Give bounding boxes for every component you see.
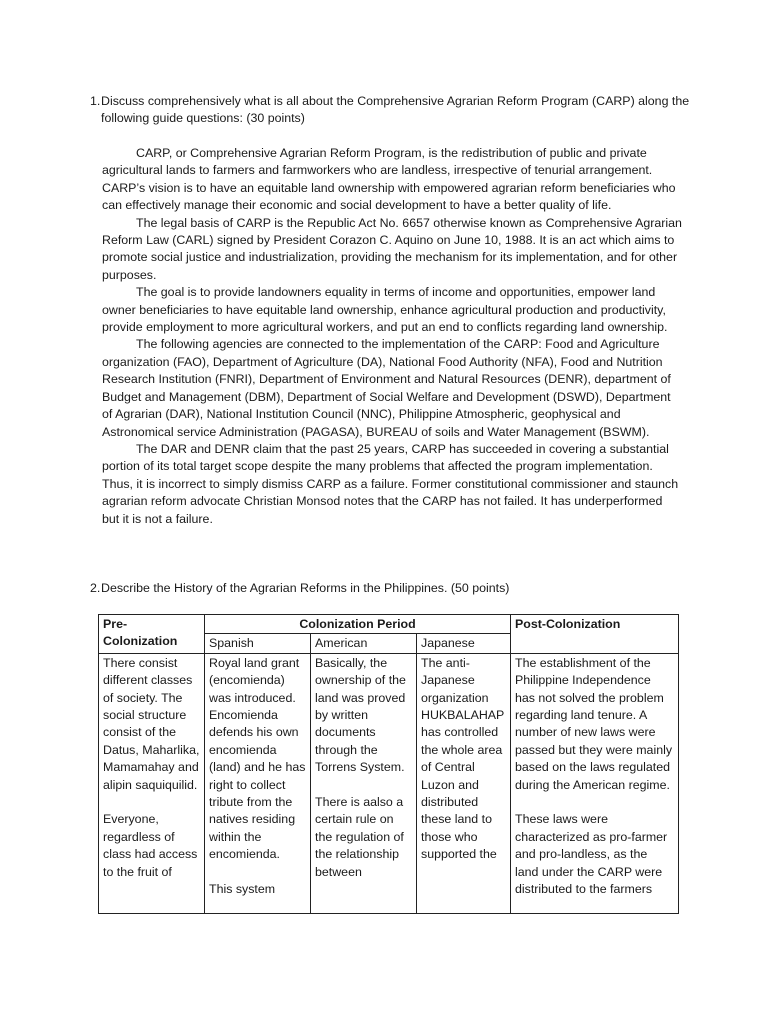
cell-american-paragraph-1: Basically, the ownership of the land was proved by written documents through the Torrens System. (315, 655, 406, 775)
answer-paragraph-5: The DAR and DENR claim that the past 25 years, CARP has succeeded in covering a substantial portion of its total target scope despite the many problems that affected the program implementation. Thus, it is incorrect to simply dismiss CARP as a failure. Former constitutional commissioner and staunch agrarian reform advocate Christian Monsod notes that the CARP has not failed. It has underperformed but it is not a failure. (102, 441, 679, 526)
cell-pre-paragraph-2: Everyone, regardless of class had access to the fruit of (103, 812, 198, 879)
question-1 (90, 93, 690, 128)
cell-pre-paragraph-1: There consist different classes of society. The social structure consist of the Datus, Maharlika, Mamamahay and alipin saquiquilid. (103, 655, 200, 792)
cell-post-paragraph-1: The establishment of the Philippine Independence has not solved the problem regarding land tenure. A number of new laws were passed but they were mainly based on the laws regulated during the American regime. (515, 655, 673, 792)
cell-pre-colonization (99, 653, 205, 913)
answer-paragraph-1: CARP, or Comprehensive Agrarian Reform Program, is the redistribution of public and private agricultural lands to farmers and farmworkers who are landless, irrespective of tenurial arrangement. CARP’s vision is to have an equitable land ownership with empowered agrarian reform beneficiaries who can effectively manage their economic and social development to have a better quality of life. (102, 146, 676, 213)
question-1-text: Discuss comprehensively what is all about the Comprehensive Agrarian Reform Program (CARP) along the following guide questions: (30 points) (101, 94, 690, 126)
header-american: American (311, 634, 417, 653)
cell-spanish (205, 653, 311, 913)
header-spanish: Spanish (205, 634, 311, 653)
answer-paragraph-3: The goal is to provide landowners equality in terms of income and opportunities, empower land owner beneficiaries to have equitable land ownership, enhance agricultural production and productivity, provide employment to more agricultural workers, and put an end to conflicts regarding land ownership. (102, 285, 668, 335)
question-2-number: 2. (90, 581, 101, 595)
header-japanese: Japanese (417, 634, 511, 653)
header-colonization-period: Colonization Period (205, 615, 511, 634)
agrarian-history-table (98, 614, 679, 914)
cell-post-paragraph-2: These laws were characterized as pro-farmer and pro-landless, as the land under the CARP were distributed to the farmers (515, 812, 668, 897)
answer-paragraph-4: The following agencies are connected to the implementation of the CARP: Food and Agriculture organization (FAO), Department of Agriculture (DA), National Food Authority (NFA), Food and Nutrition Research Institution (FNRI), Department of Environment and Natural Resources (DENR), department of Budget and Management (DBM), Department of Social Welfare and Development (DSWD), Department of Agrarian (DAR), National Institution Council (NNC), Philippine Atmospheric, geophysical and Astronomical service Administration (PAGASA), BUREAU of soils and Water Management (BSWM). (102, 337, 671, 439)
question-2 (90, 580, 690, 597)
header-pre-colonization: Pre-Colonization (99, 615, 205, 654)
header-post-colonization: Post-Colonization (511, 615, 679, 654)
cell-japanese-paragraph-1: The anti-Japanese organization HUKBALAHAP has controlled the whole area of Central Luzon and distributed these land to those who supported the (421, 655, 505, 862)
cell-post-colonization (511, 653, 679, 913)
answer-paragraph-2: The legal basis of CARP is the Republic Act No. 6657 otherwise known as Comprehensive Agrarian Reform Law (CARL) signed by President Corazon C. Aquino on June 10, 1988. It is an act which aims to promote social justice and industrialization, providing the mechanism for its implementation, and for other purposes. (102, 215, 682, 282)
cell-japanese (417, 653, 511, 913)
cell-american-paragraph-2: There is aalso a certain rule on the regulation of the relationship between (315, 795, 404, 879)
table-header-row (99, 615, 679, 634)
question-2-text: Describe the History of the Agrarian Reforms in the Philippines. (50 points) (101, 581, 510, 595)
question-1-number: 1. (90, 94, 101, 108)
cell-spanish-paragraph-2: This system (209, 882, 276, 897)
table-row (99, 653, 679, 913)
cell-american (311, 653, 417, 913)
question-1-answer (102, 145, 682, 528)
cell-spanish-paragraph-1: Royal land grant (encomienda) was introduced. Encomienda defends his own encomienda (land) and he has right to collect tribute from the natives residing within the encomienda. (209, 655, 306, 862)
